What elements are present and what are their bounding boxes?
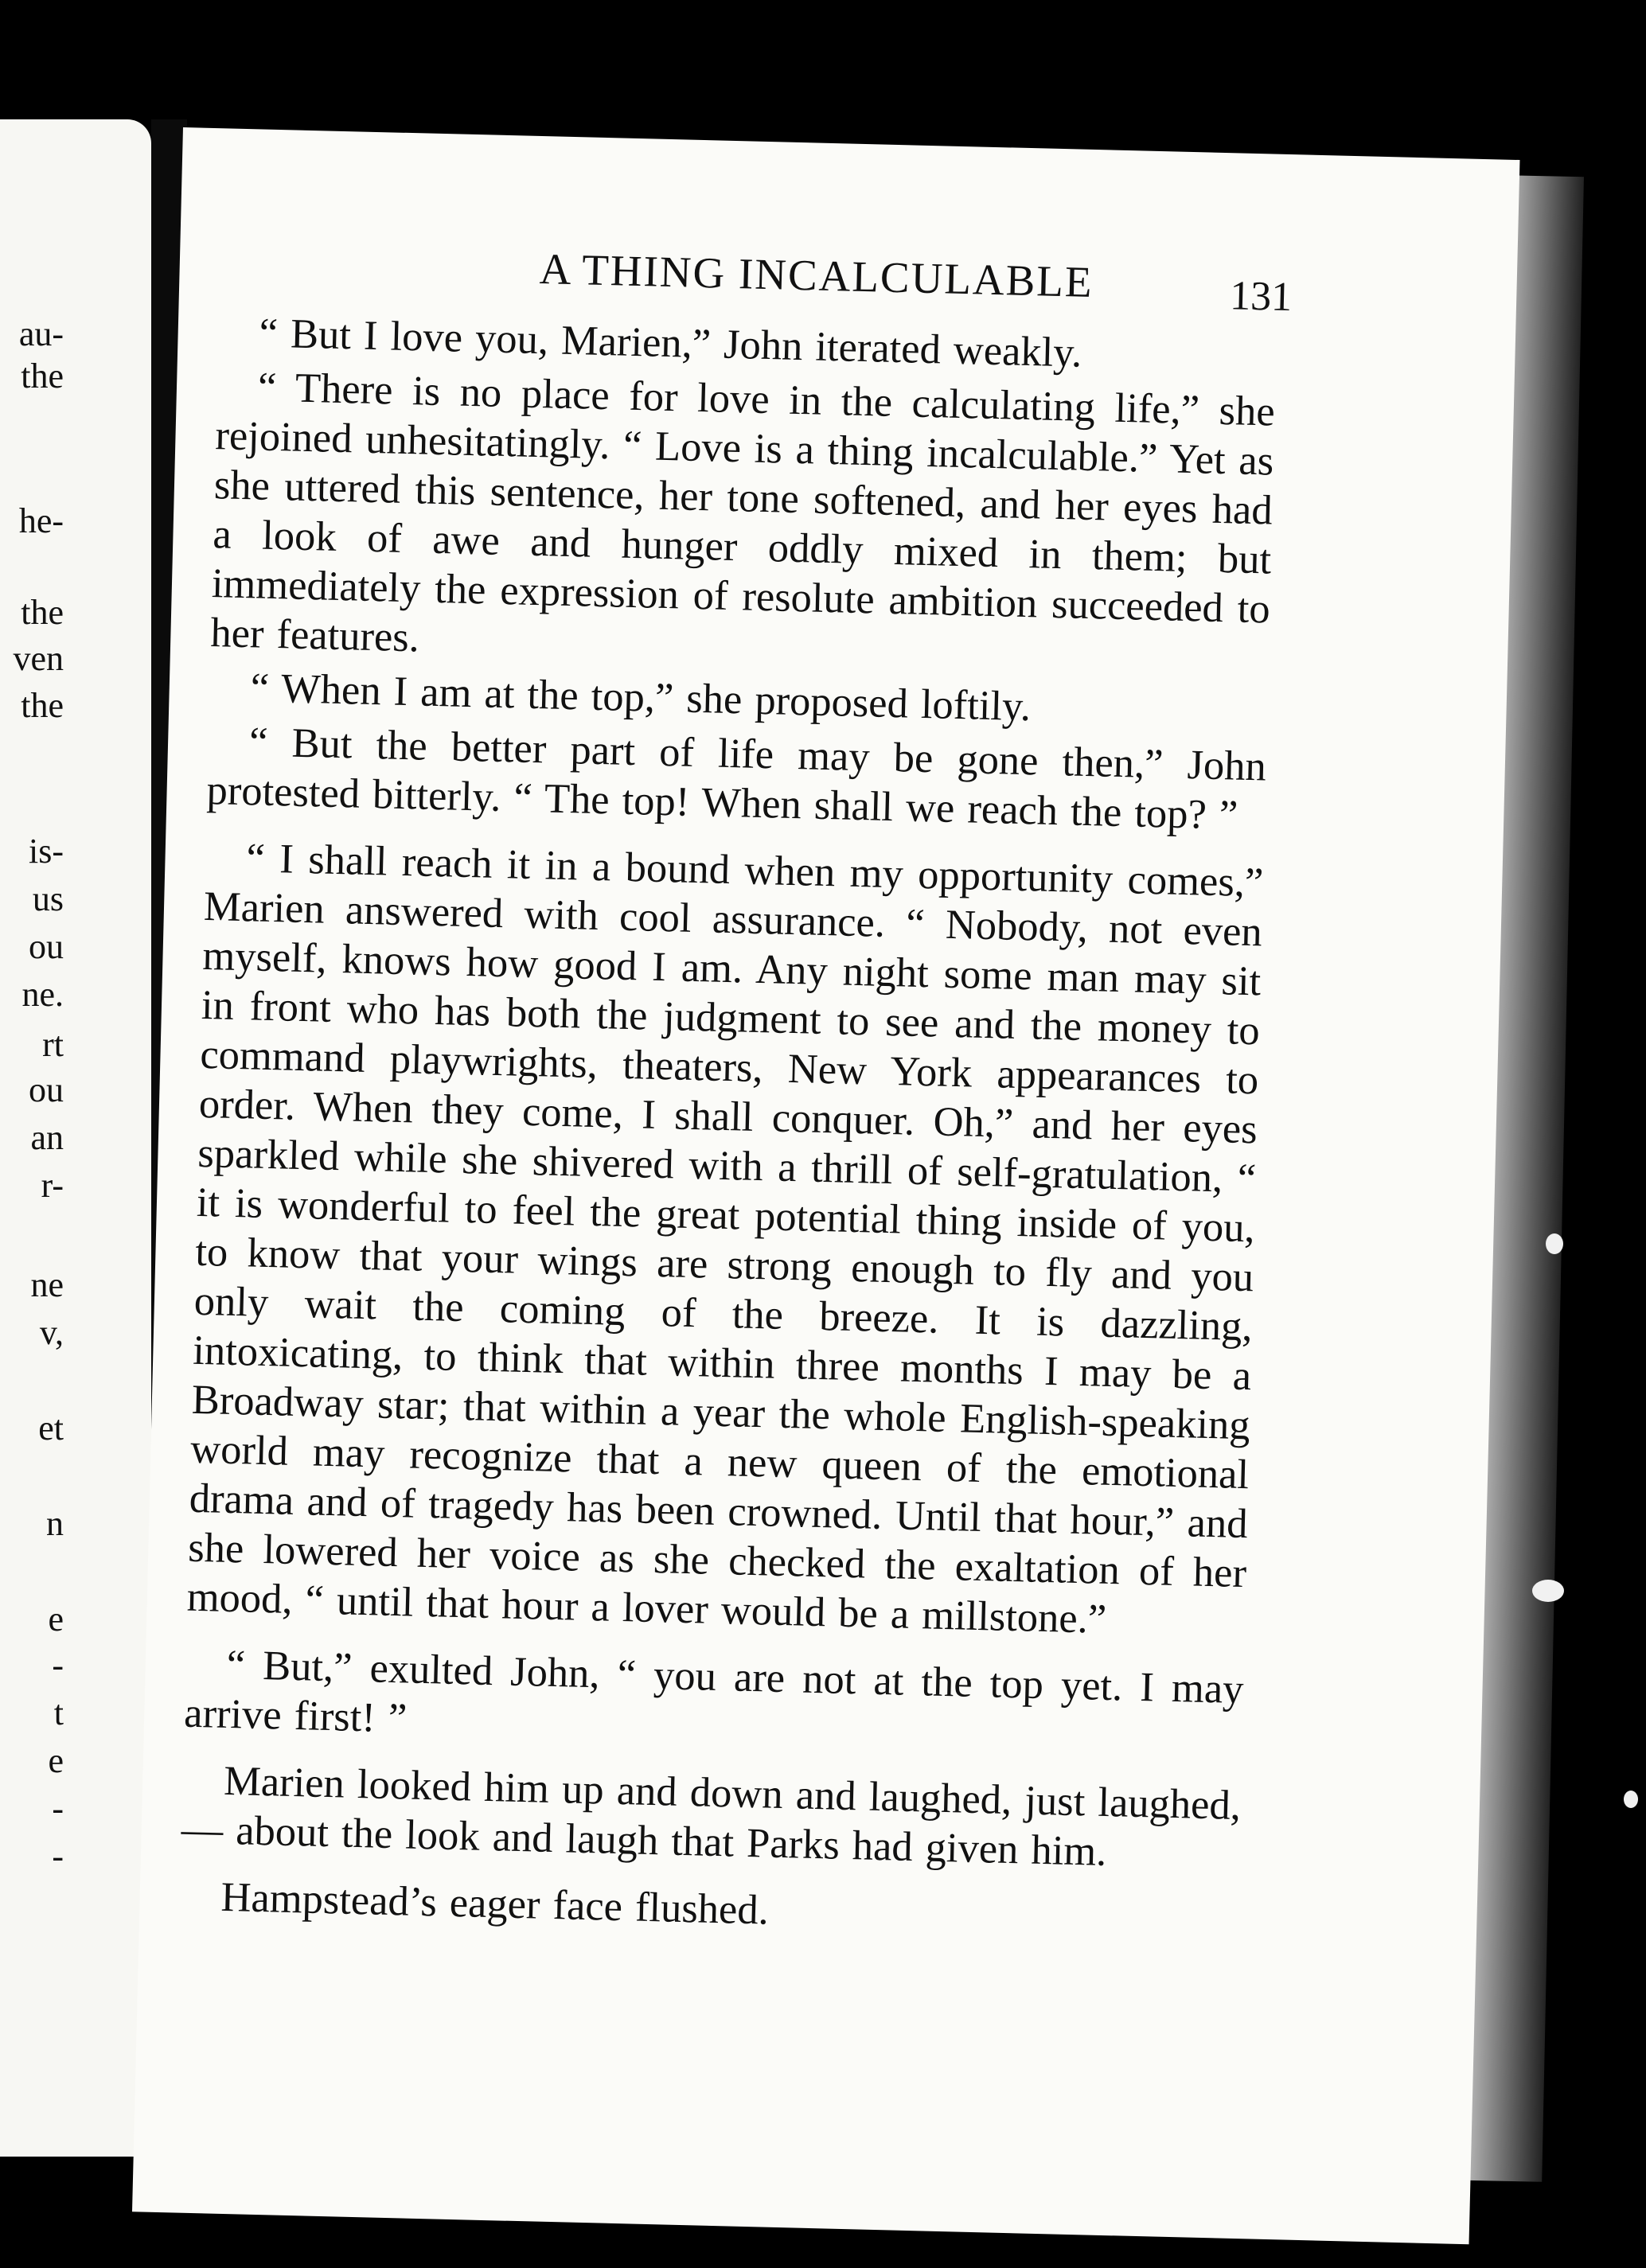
book-page <box>132 127 1520 2244</box>
facing-page-text-fragment: - <box>52 1837 64 1876</box>
facing-page-text-fragment: the <box>21 686 64 725</box>
facing-page-text-fragment: he- <box>18 501 64 540</box>
paragraph: “ There is no place for love in the calculating life,” she rejoined unhesitatingly. “ Love is a thing incalculable.” Yet as she uttered this sentence, her tone softened, and her eyes had a look of awe and hunger oddly mixed in them; but immediately the expression of resolute ambition succeeded to her features. <box>209 364 1276 661</box>
facing-page-text-fragment: et <box>38 1409 64 1448</box>
facing-page-text-fragment: e <box>48 1600 64 1639</box>
paragraph: “ But I love you, Marien,” John iterated weakly. <box>259 310 1082 376</box>
scan-speck <box>1532 1580 1564 1602</box>
running-head: A THING INCALCULABLE <box>539 244 1094 306</box>
facing-page-text-fragment: us <box>32 879 64 918</box>
facing-page-text-fragment: r- <box>41 1166 64 1205</box>
facing-page-text-fragment: ne. <box>21 975 64 1014</box>
facing-page-text-fragment: an <box>30 1118 64 1157</box>
paragraph: Hampstead’s eager face flushed. <box>220 1873 770 1934</box>
facing-page-text-fragment: e <box>48 1741 64 1780</box>
paragraph: “ But,” exulted John, “ you are not at the top yet. I may arrive first! ” <box>183 1641 1245 1742</box>
facing-page-text-fragment: - <box>52 1789 64 1828</box>
facing-page-text-fragment: v, <box>39 1313 64 1352</box>
facing-page-left <box>0 119 151 2157</box>
facing-page-text-fragment: rt <box>42 1025 64 1064</box>
body-text <box>179 307 1277 1951</box>
facing-page-text-fragment: is- <box>29 832 64 871</box>
paragraph: “ When I am at the top,” she proposed loftily. <box>250 664 1032 731</box>
facing-page-text-fragment: n <box>46 1504 64 1543</box>
paragraph: “ But the better part of life may be gone then,” John protested bitterly. “ The top! When shall we reach the top? ” <box>205 719 1267 839</box>
facing-page-text-fragment: the <box>21 357 64 396</box>
facing-page-text-fragment: ne <box>30 1265 64 1304</box>
facing-page-text-fragment: the <box>21 593 64 632</box>
scan-speck <box>1546 1233 1563 1254</box>
scan-speck <box>1624 1791 1638 1808</box>
facing-page-text-fragment: ven <box>13 639 64 678</box>
facing-page-text-fragment: - <box>52 1646 64 1685</box>
facing-page-text-fragment: ou <box>29 927 64 966</box>
facing-page-text-fragment: t <box>53 1693 64 1732</box>
paragraph: “ I shall reach it in a bound when my opportunity comes,” Marien answered with cool assurance. “ Nobody, not even myself, knows how good I am. Any night some man may sit in front who has both the judgment to see and the money to command playwrights, theaters, New York appearances to order. When they come, I shall conquer. Oh,” and her eyes sparkled while she shivered with a thrill of self-gratulation, “ it is wonderful to feel the great potential thing inside of you, to know that your wings are strong enough to fly and you only wait the coming of the breeze. It is dazzling, intoxicating, to think that within three months I may be a Broadway star; that within a year the whole English-speaking world may recognize that a new queen of the emotional drama and of tragedy has been crowned. Until that hour,” and she lowered her voice as she checked the exaltation of her mood, “ until that hour a lover would be a millstone.” <box>186 835 1264 1643</box>
paragraph: Marien looked him up and down and laughed, just laughed,— about the look and laugh that Parks had given him. <box>181 1757 1242 1875</box>
facing-page-text-fragment: au- <box>18 314 64 353</box>
facing-page-text-fragment: ou <box>29 1070 64 1109</box>
page-number: 131 <box>1229 273 1293 321</box>
